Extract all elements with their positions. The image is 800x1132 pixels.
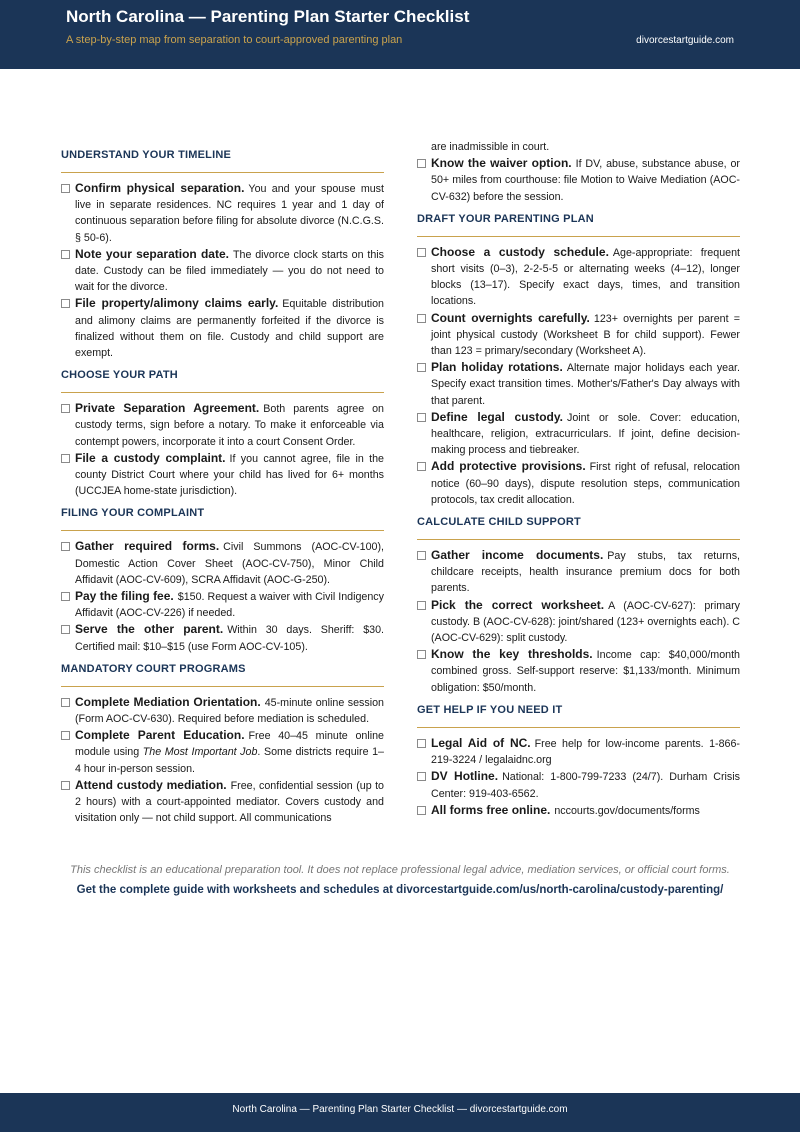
checklist-item: [61, 694, 384, 727]
section-divider: [61, 172, 384, 173]
item-text: The divorce clock starts on this date. Custody can be filed immediately — you do not need to wait for the divorce.: [75, 248, 384, 294]
checklist-item: [61, 621, 384, 654]
section-divider: [417, 727, 740, 728]
item-label: File a custody complaint.: [75, 450, 226, 465]
item-text: Free, confidential session (up to 2 hours) with a court-appointed mediator. Covers custody and visitation only — not child support. All communications: [75, 779, 384, 825]
checkbox[interactable]: [61, 184, 70, 193]
item-text: nccourts.gov/documents/forms: [554, 804, 700, 817]
guide-link[interactable]: Get the complete guide with worksheets and schedules at divorcestartguide.com/us/north-carolina/custody-parenting/: [76, 884, 724, 896]
section-title-support: CALCULATE CHILD SUPPORT: [417, 516, 581, 529]
item-label: Legal Aid of NC.: [431, 735, 531, 750]
checklist-item: [61, 295, 384, 361]
item-label: Plan holiday rotations.: [431, 360, 563, 375]
checklist-item: [417, 768, 740, 801]
checkbox[interactable]: [417, 601, 426, 610]
section-title-programs: MANDATORY COURT PROGRAMS: [61, 662, 246, 675]
checklist-item: [417, 359, 740, 409]
item-text: First right of refusal, relocation notice (60–90 days), dispute resolution steps, communication protocols, tax credit allocation.: [431, 461, 740, 506]
checklist-item: [417, 735, 740, 768]
item-label: Complete Parent Education.: [75, 728, 245, 743]
page-subtitle: A step-by-step map from separation to court-approved parenting plan: [66, 34, 403, 46]
item-text: 45-minute online session (Form AOC-CV-630). Required before mediation is scheduled.: [75, 696, 384, 726]
item-label: Count overnights carefully.: [431, 310, 590, 325]
checklist-item: [417, 646, 740, 696]
item-text: Within 30 days. Sheriff: $30. Certified mail: $10–$15 (use Form AOC-CV-105).: [75, 624, 384, 653]
checklist-item: [61, 588, 384, 621]
site-link[interactable]: divorcestartguide.com: [636, 35, 734, 46]
checkbox[interactable]: [417, 413, 426, 422]
item-text: You and your spouse must live in separate residences. NC requires 1 year and 1 day of continuous separation before filing for absolute divorce (N.C.G.S. § 50-6).: [75, 183, 384, 244]
item-label: Choose a custody schedule.: [431, 244, 609, 259]
item-text: Both parents agree on custody terms, sign before a notary. To make it enforceable via contempt powers, incorporate it into a court Consent Order.: [75, 403, 385, 448]
item-text: Pay stubs, tax returns, childcare receipts, health insurance premium docs for both parents.: [431, 550, 741, 595]
item-label: Add protective provisions.: [431, 459, 586, 474]
item-continuation: are inadmissible in court.: [431, 141, 550, 153]
item-label: Gather income documents.: [431, 548, 604, 563]
checklist-item: [417, 547, 740, 597]
item-label: DV Hotline.: [431, 769, 499, 784]
item-text: Alternate major holidays each year. Specify exact transition times. Mother's/Father's Day always with that parent.: [431, 362, 740, 407]
item-text: Free help for low-income parents. 1-866-219-3224 / legalaidnc.org: [431, 737, 740, 767]
checkbox[interactable]: [61, 542, 70, 551]
item-label: Note your separation date.: [75, 246, 229, 261]
checkbox[interactable]: [61, 625, 70, 634]
checkbox[interactable]: [417, 650, 426, 659]
checklist-item: [417, 802, 740, 819]
section-title-timeline: UNDERSTAND YOUR TIMELINE: [61, 149, 232, 161]
checklist-item: [417, 458, 740, 508]
checklist-item: [417, 244, 740, 310]
checkbox[interactable]: [417, 551, 426, 560]
checkbox[interactable]: [61, 781, 70, 790]
page-header: [0, 0, 800, 69]
checkbox[interactable]: [417, 739, 426, 748]
checklist-item: [417, 310, 740, 360]
checklist-item: [61, 450, 384, 500]
item-text: Joint or sole. Cover: education, healthcare, religion, extracurriculars. If joint, define decision-making process and tiebreaker.: [431, 411, 740, 457]
checkbox[interactable]: [417, 248, 426, 257]
checkbox[interactable]: [61, 299, 70, 308]
item-label: All forms free online.: [431, 802, 551, 817]
checklist-item: [61, 727, 384, 777]
item-text: $150. Request a waiver with Civil Indigency Affidavit (AOC-CV-226) if needed.: [75, 591, 384, 620]
item-label: Pay the filing fee.: [75, 589, 174, 604]
checkbox[interactable]: [417, 363, 426, 372]
checkbox[interactable]: [417, 159, 426, 168]
item-label: Gather required forms.: [75, 539, 220, 554]
checkbox[interactable]: [417, 806, 426, 815]
item-label: Private Separation Agreement.: [75, 401, 260, 416]
item-text: Equitable distribution and alimony claims are permanently forfeited if the divorce is finalized without them on file. Custody and child support are exempt.: [75, 298, 384, 360]
right-column: [417, 141, 741, 819]
section-divider: [61, 530, 384, 531]
item-label: File property/alimony claims early.: [75, 296, 279, 311]
disclaimer-text: This checklist is an educational preparation tool. It does not replace professional legal advice, mediation services, or official court forms.: [70, 864, 730, 876]
checkbox[interactable]: [417, 772, 426, 781]
item-label: Define legal custody.: [431, 409, 563, 424]
checkbox[interactable]: [61, 454, 70, 463]
checkbox[interactable]: [61, 250, 70, 259]
item-text: If you cannot agree, file in the county District Court where your child has lived for 6+ months (UCCJEA home-state jurisdiction).: [75, 452, 384, 498]
section-divider: [61, 686, 384, 687]
item-text: 123+ overnights per parent = joint physical custody (Worksheet B for child support). Fewer than 123 = primary/secondary (Worksheet A).: [431, 312, 740, 358]
footer-text: North Carolina — Parenting Plan Starter Checklist — divorcestartguide.com: [232, 1104, 568, 1115]
checklist-item: [61, 180, 384, 246]
checklist-item: [417, 409, 740, 459]
item-text-emphasis: The Most Important Job: [142, 746, 258, 759]
item-text: Income cap: $40,000/month combined gross. Self-support reserve: $1,133/month. Minimum obligation: $50/month.: [431, 649, 741, 694]
checklist-item: [61, 538, 384, 588]
checkbox[interactable]: [61, 698, 70, 707]
item-text: Free 40–45 minute online module using: [75, 730, 384, 759]
left-column: [61, 147, 384, 827]
checklist-item: [417, 597, 740, 647]
checkbox[interactable]: [417, 462, 426, 471]
checklist-item: [417, 155, 740, 205]
item-label: Attend custody mediation.: [75, 777, 227, 792]
checklist-columns: [61, 141, 741, 847]
section-title-path: CHOOSE YOUR PATH: [61, 369, 178, 382]
item-text: Civil Summons (AOC-CV-100), Domestic Action Cover Sheet (AOC-CV-750), Minor Child Affidavit (AOC-CV-609), SCRA Affidavit (AOC-G-250).: [75, 541, 384, 586]
item-label: Pick the correct worksheet.: [431, 597, 605, 612]
checkbox[interactable]: [61, 731, 70, 740]
item-label: Know the key thresholds.: [431, 647, 593, 662]
item-text: National: 1-800-799-7233 (24/7). Durham Crisis Center: 919-403-6562.: [431, 771, 740, 800]
section-title-filing: FILING YOUR COMPLAINT: [61, 507, 205, 520]
page-footer: [0, 1093, 800, 1132]
item-text: A (AOC-CV-627): primary custody. B (AOC-CV-628): joint/shared (123+ overnights each). C (AOC-CV-629): split custody.: [431, 599, 740, 645]
checkbox[interactable]: [61, 592, 70, 601]
checklist-item: [61, 400, 384, 450]
item-label: Serve the other parent.: [75, 622, 224, 637]
section-title-draft: DRAFT YOUR PARENTING PLAN: [417, 212, 594, 225]
section-divider: [61, 392, 384, 393]
item-text: . Some districts require 1–4 hour in-person session.: [75, 746, 384, 775]
checklist-item: [61, 246, 384, 296]
checklist-item: [61, 777, 384, 827]
item-label: Complete Mediation Orientation.: [75, 694, 261, 709]
section-divider: [417, 236, 740, 237]
page-title: North Carolina — Parenting Plan Starter Checklist: [66, 7, 470, 26]
item-label: Know the waiver option.: [431, 156, 572, 171]
checkbox[interactable]: [61, 404, 70, 413]
item-label: Confirm physical separation.: [75, 181, 245, 195]
section-divider: [417, 539, 740, 540]
section-title-help: GET HELP IF YOU NEED IT: [417, 703, 563, 716]
checkbox[interactable]: [417, 314, 426, 323]
item-text: If DV, abuse, substance abuse, or 50+ miles from courthouse: file Motion to Waive Mediation (AOC-CV-632) before the session.: [431, 158, 740, 203]
item-text: Age-appropriate: frequent short visits (0–3), 2-2-5-5 or alternating weeks (4–12), longer blocks (13–17). Specify exact days, times, and transition locations.: [431, 246, 740, 308]
